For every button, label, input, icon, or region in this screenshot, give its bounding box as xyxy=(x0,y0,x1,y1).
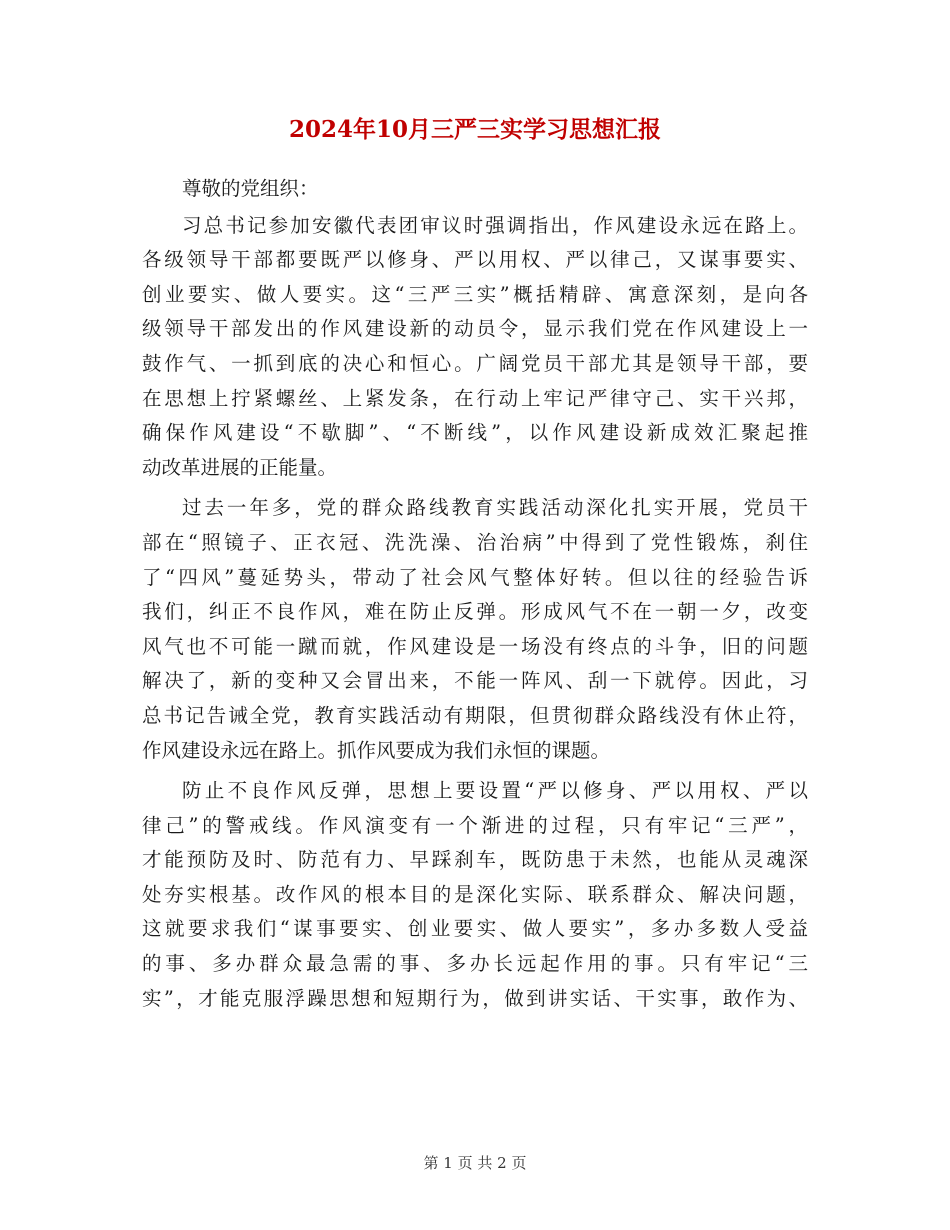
paragraph-3 xyxy=(142,774,808,1016)
salutation: 尊敬的党组织： xyxy=(182,177,319,200)
paragraph-line: 级领导干部发出的作风建设新的动员令，显示我们党在作风建设上一 xyxy=(142,317,808,341)
paragraph-line: 处夯实根基。改作风的根本目的是深化实际、联系群众、解决问题， xyxy=(142,882,808,906)
paragraph-line: 了“四风”蔓延势头，带动了社会风气整体好转。但以往的经验告诉 xyxy=(142,565,808,589)
paragraph-line: 这就要求我们“谋事要实、创业要实、做人要实”，多办多数人受益 xyxy=(142,917,808,941)
paragraph-1 xyxy=(142,209,808,486)
paragraph-2 xyxy=(142,491,808,768)
paragraph-line: 鼓作气、一抓到底的决心和恒心。广阔党员干部尤其是领导干部，要 xyxy=(142,351,808,375)
paragraph-line: 的事、多办群众最急需的事、多办长远起作用的事。只有牢记“三 xyxy=(142,952,808,976)
page-number-footer: 第 1 页 共 2 页 xyxy=(423,1154,527,1172)
paragraph-line: 动改革进展的正能量。 xyxy=(142,455,338,479)
paragraph-line: 总书记告诫全党，教育实践活动有期限，但贯彻群众路线没有休止符， xyxy=(142,703,808,727)
paragraph-line: 风气也不可能一蹴而就，作风建设是一场没有终点的斗争，旧的问题 xyxy=(142,634,808,658)
paragraph-line: 律己”的警戒线。作风演变有一个渐进的过程，只有牢记“三严”， xyxy=(142,813,808,837)
paragraph-line: 创业要实、做人要实。这“三严三实”概括精辟、寓意深刻，是向各 xyxy=(142,282,808,306)
document-body xyxy=(142,172,808,1016)
paragraph-line: 在思想上拧紧螺丝、上紧发条，在行动上牢记严律守己、实干兴邦， xyxy=(142,386,808,410)
paragraph-line: 我们，纠正不良作风，难在防止反弹。形成风气不在一朝一夕，改变 xyxy=(142,600,808,624)
paragraph-line: 解决了，新的变种又会冒出来，不能一阵风、刮一下就停。因此，习 xyxy=(142,669,808,693)
paragraph-line: 作风建设永远在路上。抓作风要成为我们永恒的课题。 xyxy=(142,738,611,762)
paragraph-line: 才能预防及时、防范有力、早踩刹车，既防患于未然，也能从灵魂深 xyxy=(142,848,808,872)
paragraph-line: 习总书记参加安徽代表团审议时强调指出，作风建设永远在路上。 xyxy=(182,213,808,237)
document-title: 2024年10月三严三实学习思想汇报 xyxy=(288,116,662,143)
paragraph-line: 各级领导干部都要既严以修身、严以用权、严以律己，又谋事要实、 xyxy=(142,248,808,272)
paragraph-line: 部在“照镜子、正衣冠、洗洗澡、治治病”中得到了党性锻炼，刹住 xyxy=(142,530,808,554)
paragraph-line: 过去一年多，党的群众路线教育实践活动深化扎实开展，党员干 xyxy=(182,496,808,520)
paragraph-line: 确保作风建设“不歇脚”、“不断线”，以作风建设新成效汇聚起推 xyxy=(142,421,808,445)
paragraph-line: 实”，才能克服浮躁思想和短期行为，做到讲实话、干实事，敢作为、 xyxy=(142,986,808,1010)
paragraph-line: 防止不良作风反弹，思想上要设置“严以修身、严以用权、严以 xyxy=(182,779,808,803)
